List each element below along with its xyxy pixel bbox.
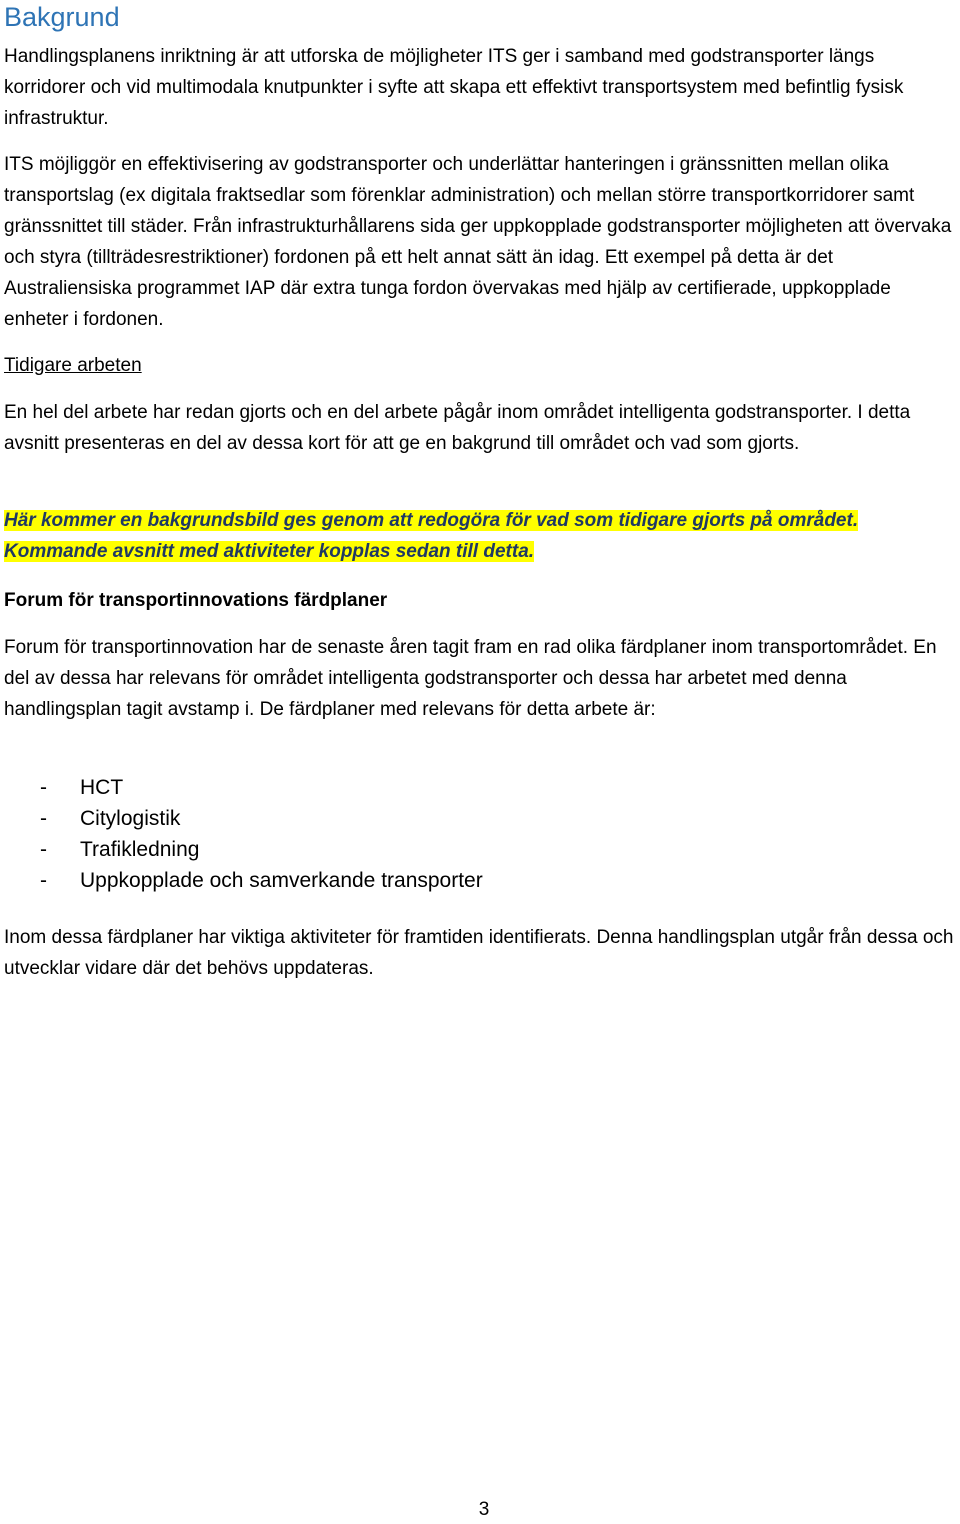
list-dash: -: [40, 838, 47, 861]
list-dash: -: [40, 776, 47, 799]
forum-subheading: Forum för transportinnovations färdplaner: [4, 590, 388, 611]
page-number: 3: [478, 1499, 490, 1520]
list-item-label: Citylogistik: [80, 807, 181, 830]
section-heading: Bakgrund: [4, 2, 120, 32]
list-item-label: Uppkopplade och samverkande transporter: [80, 869, 483, 892]
highlighted-note: [4, 505, 956, 567]
forum-paragraph: Forum för transportinnovation har de senaste åren tagit fram en rad olika färdplaner inom transportområdet. En del av dessa har relevans för området intelligenta godstransporter och dessa har arbetet med denna handlingsplan tagit avstamp i. De färdplaner med relevans för detta arbete är:: [4, 637, 937, 720]
list-item: [40, 803, 483, 834]
list-dash: -: [40, 869, 47, 892]
closing-paragraph: Inom dessa färdplaner har viktiga aktiviteter för framtiden identifierats. Denna handlingsplan utgår från dessa och utvecklar vidare där det behövs uppdateras.: [4, 927, 954, 979]
previous-work-subheading: Tidigare arbeten: [4, 355, 142, 376]
intro-paragraph: Handlingsplanens inriktning är att utforska de möjligheter ITS ger i samband med godstransporter längs korridorer och vid multimodala knutpunkter i syfte att skapa ett effektivt transportsystem med befintlig fysisk infrastruktur.: [4, 46, 904, 129]
list-item-label: Trafikledning: [80, 838, 200, 861]
previous-work-paragraph: En hel del arbete har redan gjorts och en del arbete pågår inom området intelligenta godstransporter. I detta avsnitt presenteras en del av dessa kort för att ge en bakgrund till området och vad som gjorts.: [4, 402, 911, 454]
list-item: [40, 772, 483, 803]
its-paragraph: ITS möjliggör en effektivisering av godstransporter och underlättar hanteringen i gränssnitten mellan olika transportslag (ex digitala fraktsedlar som förenklar administration) och mellan större transportkorridorer samt gränssnittet till städer. Från infrastrukturhållarens sida ger uppkopplade godstransporter möjligheten att övervaka och styra (tillträdesrestriktioner) fordonen på ett helt annat sätt än idag. Ett exempel på detta är det Australiensiska programmet IAP där extra tunga fordon övervakas med hjälp av certifierade, uppkopplade enheter i fordonen.: [4, 154, 952, 330]
roadmap-list: [40, 772, 483, 896]
highlighted-note-text: Här kommer en bakgrundsbild ges genom att redogöra för vad som tidigare gjorts på området. Kommande avsnitt med aktiviteter kopplas sedan till detta.: [4, 510, 859, 562]
list-item-label: HCT: [80, 776, 124, 799]
list-dash: -: [40, 807, 47, 830]
list-item: [40, 834, 483, 865]
list-item: [40, 865, 483, 896]
